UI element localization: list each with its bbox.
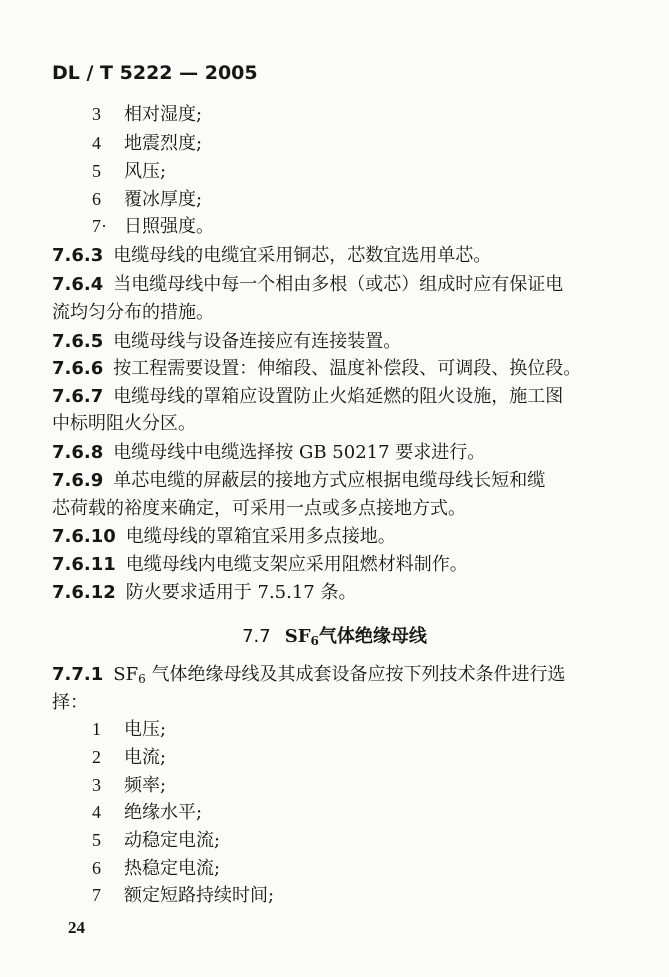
- clause: [52, 358, 581, 380]
- section-title: [0, 622, 669, 648]
- list-item: [92, 774, 166, 797]
- list-number: 4: [92, 802, 101, 822]
- clause-number: 7.6.9: [52, 470, 104, 491]
- list-number: 5: [92, 830, 101, 850]
- list-text: 电流;: [124, 747, 167, 768]
- clause: [52, 331, 401, 353]
- clause-continuation: 择：: [52, 692, 88, 713]
- list-text: 热稳定电流;: [124, 858, 221, 879]
- section-title-subscript: 6: [310, 634, 319, 648]
- clause-text: 当电缆母线中每一个相由多根（或芯）组成时应有保证电: [113, 274, 564, 295]
- clause-number: 7.6.5: [52, 331, 104, 352]
- clause-text: 气体绝缘母线及其成套设备应按下列技术条件进行选: [145, 664, 566, 685]
- list-item: [92, 103, 202, 126]
- standard-header: DL / T 5222 — 2005: [52, 62, 258, 84]
- page-number: 24: [68, 918, 85, 937]
- clause-text: 电缆母线内电缆支架应采用阻燃材料制作。: [125, 554, 468, 575]
- list-item: [92, 132, 202, 155]
- list-item: [92, 746, 166, 769]
- list-number: 1: [92, 719, 101, 739]
- clause-number: 7.6.8: [52, 442, 104, 463]
- list-text: 电压;: [124, 719, 167, 740]
- list-text: 覆冰厚度;: [124, 189, 203, 210]
- list-number: 7: [92, 885, 101, 905]
- clause-number: 7.6.7: [52, 386, 104, 407]
- list-item: [92, 884, 274, 907]
- list-number: 6: [92, 189, 101, 209]
- clause: [52, 554, 468, 576]
- clause: [52, 664, 565, 690]
- section-title-prefix: SF: [284, 626, 311, 647]
- clause-continuation: 流均匀分布的措施。: [52, 302, 214, 323]
- list-item: [92, 718, 166, 741]
- list-text: 动稳定电流;: [124, 830, 221, 851]
- clause-continuation: 中标明阻火分区。: [52, 413, 196, 434]
- clause-number: 7.7.1: [52, 664, 104, 685]
- clause-text: 电缆母线中电缆选择按 GB 50217 要求进行。: [113, 442, 486, 463]
- clause-continuation: 芯荷载的裕度来确定，可采用一点或多点接地方式。: [52, 498, 466, 519]
- clause-text: 电缆母线的电缆宜采用铜芯，芯数宜选用单芯。: [113, 245, 492, 266]
- clause-number: 7.6.12: [52, 582, 116, 603]
- list-number: 3: [92, 775, 101, 795]
- clause-text: 电缆母线与设备连接应有连接装置。: [113, 331, 402, 352]
- list-item: [92, 829, 220, 852]
- clause-text: 电缆母线的罩箱应设置防止火焰延燃的阻火设施，施工图: [113, 386, 564, 407]
- section-title-text: 气体绝缘母线: [318, 626, 427, 647]
- clause-number: 7.6.4: [52, 274, 104, 295]
- list-number: 6: [92, 858, 101, 878]
- list-text: 相对湿度;: [124, 104, 203, 125]
- clause: [52, 582, 356, 604]
- list-item: [92, 215, 214, 238]
- list-text: 绝缘水平;: [124, 802, 203, 823]
- list-text: 频率;: [124, 775, 167, 796]
- section-number: 7.7: [242, 626, 271, 647]
- list-number: 3: [92, 104, 101, 124]
- list-text: 地震烈度;: [124, 133, 203, 154]
- list-item: [92, 188, 202, 211]
- clause-text: 按工程需要设置：伸缩段、温度补偿段、可调段、换位段。: [113, 358, 582, 379]
- list-item: [92, 160, 166, 183]
- clause: [52, 470, 545, 492]
- clause: [52, 442, 485, 464]
- clause-text: 单芯电缆的屏蔽层的接地方式应根据电缆母线长短和缆: [113, 470, 546, 491]
- clause: [52, 245, 491, 267]
- list-text: 风压;: [124, 161, 167, 182]
- clause: [52, 274, 563, 296]
- clause: [52, 526, 396, 548]
- clause: [52, 386, 563, 408]
- clause-text-prefix: SF: [113, 664, 139, 685]
- clause-number: 7.6.6: [52, 358, 104, 379]
- clause-number: 7.6.11: [52, 554, 116, 575]
- list-number: 2: [92, 747, 101, 767]
- list-number: 5: [92, 161, 101, 181]
- clause-text: 防火要求适用于 7.5.17 条。: [125, 582, 357, 603]
- clause-text: 电缆母线的罩箱宜采用多点接地。: [125, 526, 396, 547]
- clause-text-subscript: 6: [138, 672, 146, 686]
- list-number: 7·: [92, 216, 107, 236]
- list-text: 日照强度。: [124, 216, 214, 237]
- list-item: [92, 801, 202, 824]
- list-item: [92, 857, 220, 880]
- list-text: 额定短路持续时间;: [124, 885, 275, 906]
- clause-number: 7.6.3: [52, 245, 104, 266]
- clause-number: 7.6.10: [52, 526, 116, 547]
- list-number: 4: [92, 133, 101, 153]
